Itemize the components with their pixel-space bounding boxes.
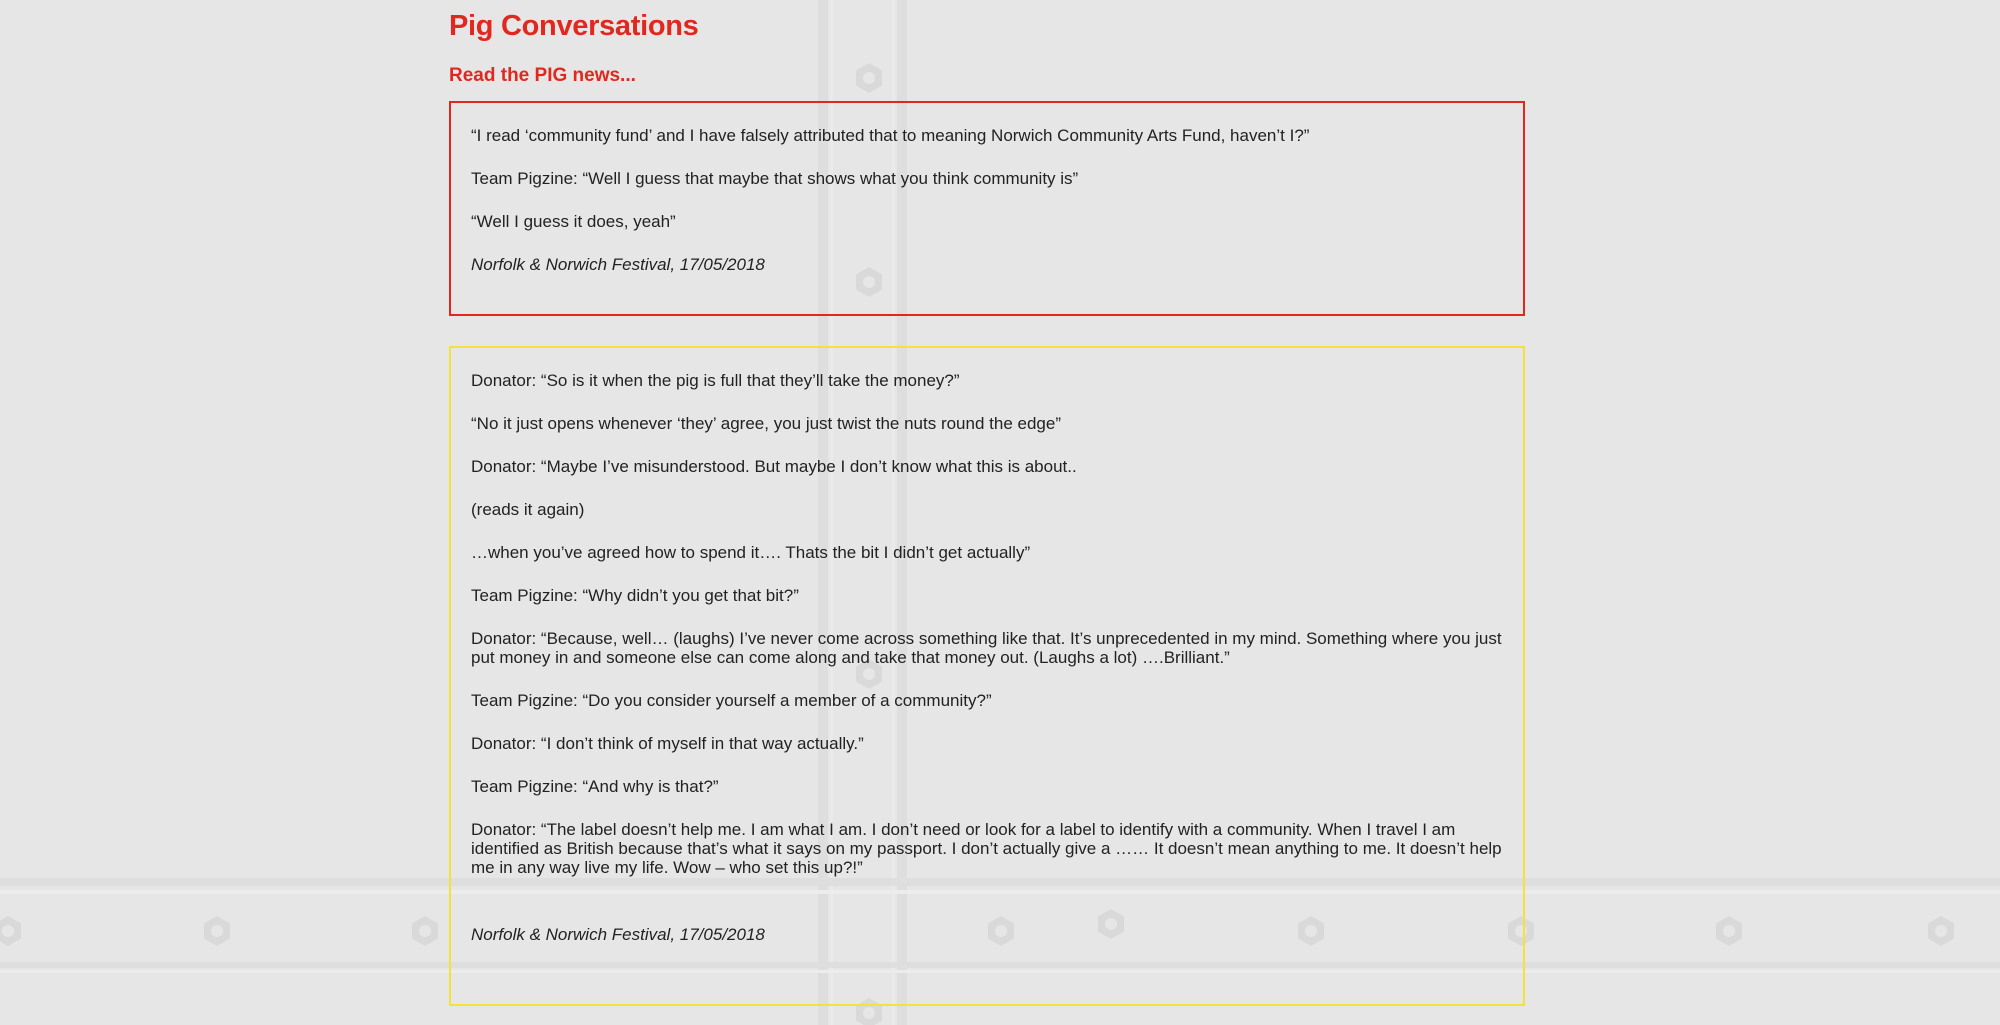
conversation-card-2 — [449, 346, 1525, 1006]
conversation-line: Donator: “The label doesn’t help me. I am what I am. I don’t need or look for a label to identify with a community. When I travel I am identified as British because that’s what it says on my passport. I don’t actually give a …… It doesn’t mean anything to me. It doesn’t help me in any way live my life. Wow – who set this up?!” — [471, 820, 1502, 877]
conversation-source: Norfolk & Norwich Festival, 17/05/2018 — [471, 255, 765, 274]
conversation-line: Team Pigzine: “Do you consider yourself a member of a community?” — [471, 691, 992, 710]
conversation-line: Donator: “Maybe I’ve misunderstood. But maybe I don’t know what this is about.. — [471, 457, 1077, 476]
conversation-line: Donator: “Because, well… (laughs) I’ve never come across something like that. It’s unprecedented in my mind. Something where you just put money in and someone else can come along and take that money out. (Laughs a lot) ….Brilliant.” — [471, 629, 1502, 667]
conversation-line: Team Pigzine: “Well I guess that maybe that shows what you think community is” — [471, 169, 1079, 188]
conversation-line: Donator: “I don’t think of myself in that way actually.” — [471, 734, 864, 753]
conversation-card-1 — [449, 101, 1525, 316]
conversation-line: “I read ‘community fund’ and I have falsely attributed that to meaning Norwich Community Arts Fund, haven’t I?” — [471, 126, 1310, 145]
conversation-line: “No it just opens whenever ‘they’ agree, you just twist the nuts round the edge” — [471, 414, 1061, 433]
conversation-line: …when you’ve agreed how to spend it…. Thats the bit I didn’t get actually” — [471, 543, 1031, 562]
conversation-line: Donator: “So is it when the pig is full that they’ll take the money?” — [471, 371, 960, 390]
conversation-line: “Well I guess it does, yeah” — [471, 212, 676, 231]
conversation-source: Norfolk & Norwich Festival, 17/05/2018 — [471, 925, 765, 944]
main-content — [449, 0, 1525, 944]
pig-news-link[interactable]: Read the PIG news... — [449, 65, 636, 86]
conversation-line: Team Pigzine: “And why is that?” — [471, 777, 719, 796]
conversation-line: (reads it again) — [471, 500, 585, 519]
page-title: Pig Conversations — [449, 10, 699, 42]
conversation-line: Team Pigzine: “Why didn’t you get that bit?” — [471, 586, 799, 605]
